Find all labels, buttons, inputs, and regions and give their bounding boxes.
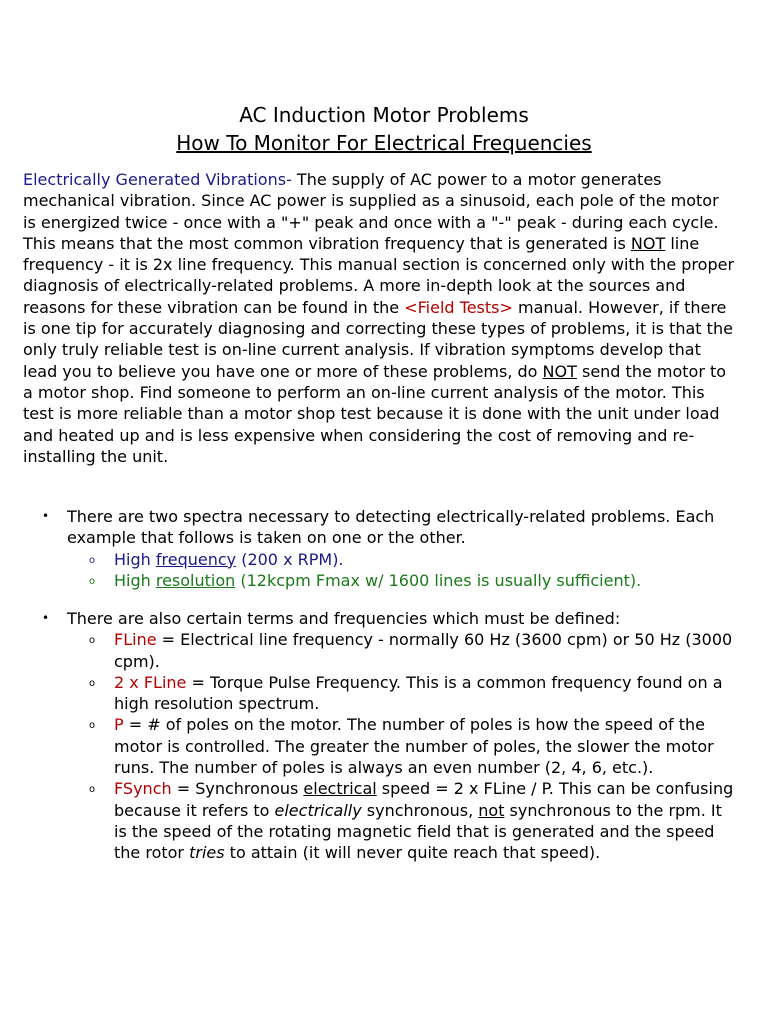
sub-list	[67, 629, 738, 863]
bullet-text: There are two spectra necessary to detecting electrically-related problems. Each example that follows is taken on one or the other.	[67, 507, 715, 548]
field-tests-link[interactable]: <Field Tests>	[404, 297, 513, 317]
terms-list	[38, 608, 738, 864]
page-subtitle: How To Monitor For Electrical Frequencies	[176, 131, 592, 155]
term-label: 2 x FLine	[114, 672, 187, 692]
page-title: AC Induction Motor Problems	[239, 103, 529, 127]
not-emphasis-1: NOT	[630, 233, 666, 253]
intro-text-1: The supply of AC power to a motor generates mechanical vibration. Since AC power is supplied as a sinusoid, each pole of the motor is energized twice - once with a "+" peak and once with a "-" peak - during each cycle. This means that the most common vibration frequency that is generated is	[23, 170, 719, 253]
list-item	[38, 506, 738, 591]
frequency-link[interactable]: frequency	[155, 549, 237, 569]
intro-text-4: send the motor to a motor shop. Find someone to perform an on-line current analysis of the motor. This test is more reliable than a motor shop test because it is done with the unit under load and heated up and is less expensive when considering the cost of removing and re-installing the unit.	[23, 361, 727, 466]
list-item	[38, 608, 738, 864]
term-fsynch: o FSynch = Synchronous electrical speed = 2 x FLine / P. This can be confusing because it refers to electrically synchronous, not synchronous to the rpm. It is the speed of the rotating magnetic field that is generated and the speed the rotor tries to attain (it will never quite reach that speed).	[89, 779, 734, 863]
bullet-icon: •	[42, 611, 50, 625]
intro-text-3: manual. However, if there is one tip for accurately diagnosing and correcting these types of problems, it is that the only truly reliable test is on-line current analysis. If vibration symptoms develop that lead you to believe you have one or more of these problems, do	[23, 297, 733, 381]
circle-bullet-icon: o	[89, 784, 96, 796]
sub-item-high-frequency: o High frequency (200 x RPM).	[67, 549, 738, 570]
resolution-link[interactable]: resolution	[155, 570, 236, 590]
not-emphasis-2: NOT	[542, 361, 577, 381]
term-label: FLine	[114, 630, 157, 650]
bullet-text: There are also certain terms and frequencies which must be defined:	[67, 609, 621, 628]
term-p: o P = # of poles on the motor. The number of poles is how the speed of the motor is controlled. The greater the number of poles, the slower the motor runs. The number of poles is always an even number (2, 4, 6, etc.).	[89, 715, 714, 778]
intro-paragraph	[23, 169, 735, 467]
bullet-icon: •	[42, 509, 50, 523]
term-2x-fline: o 2 x FLine = Torque Pulse Frequency. This is a common frequency found on a high resolution spectrum.	[89, 672, 723, 714]
term-label: P	[114, 715, 124, 735]
sub-item-high-resolution: o High resolution (12kcpm Fmax w/ 1600 lines is usually sufficient).	[67, 570, 738, 591]
intro-text-2: line frequency - it is 2x line frequency. This manual section is concerned only with the proper diagnosis of electrically-related problems. A more in-depth look at the sources and reasons for these vibration can be found in the	[23, 233, 735, 317]
sub-list	[67, 549, 738, 592]
circle-bullet-icon: o	[89, 635, 96, 647]
section-lead: Electrically Generated Vibrations-	[23, 170, 292, 189]
circle-bullet-icon: o	[89, 575, 96, 587]
circle-bullet-icon: o	[89, 720, 96, 732]
term-label: FSynch	[114, 779, 172, 799]
circle-bullet-icon: o	[89, 677, 96, 689]
term-fline: o FLine = Electrical line frequency - normally 60 Hz (3600 cpm) or 50 Hz (3000 cpm).	[89, 630, 733, 671]
spectra-list	[38, 506, 738, 591]
circle-bullet-icon: o	[89, 554, 96, 566]
